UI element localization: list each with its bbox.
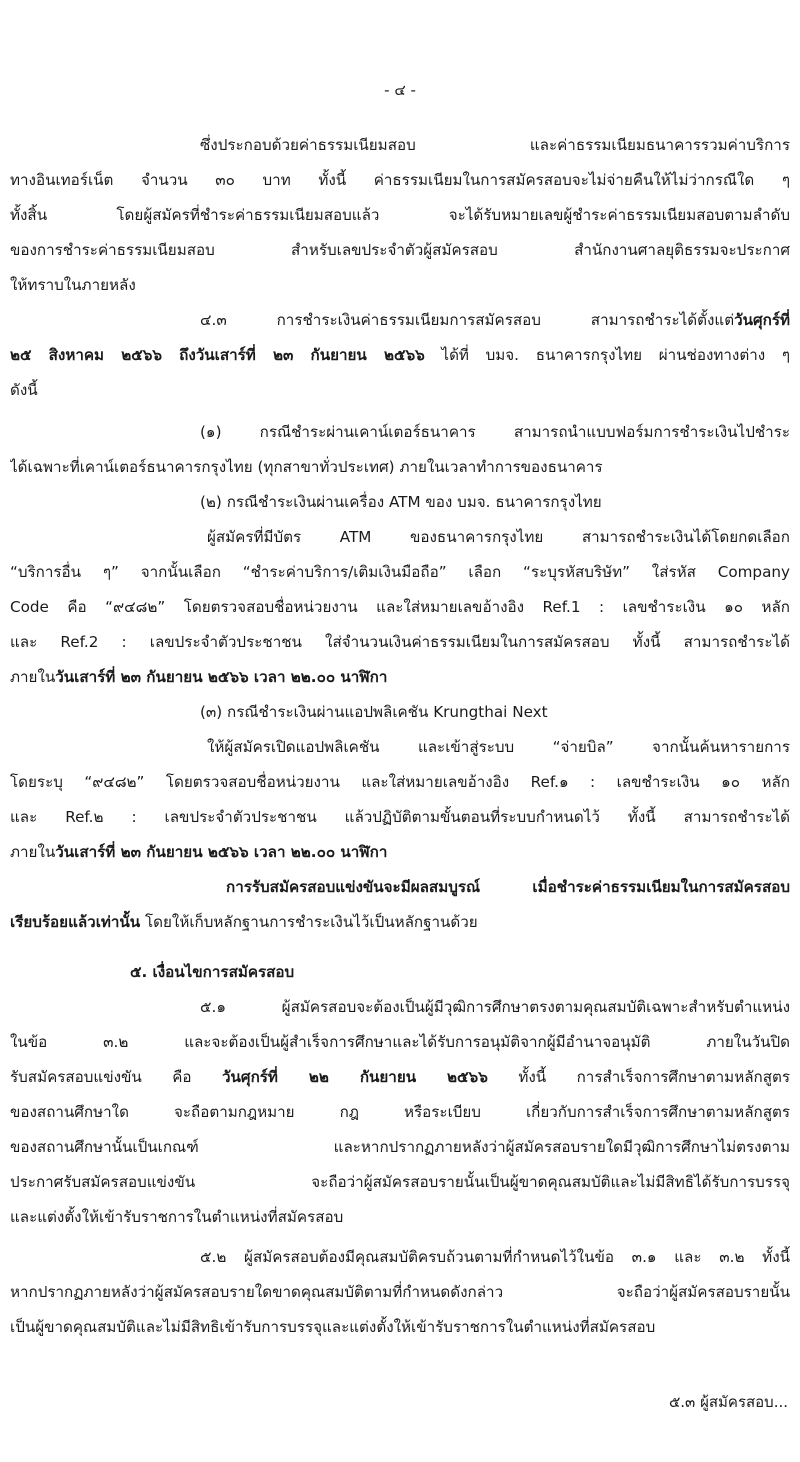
body-line: ผู้สมัครที่มีบัตร ATM ของธนาคารกรุงไทย สามารถชำระเงินได้โดยกดเลือก — [207, 528, 790, 546]
body-line: “บริการอื่น ๆ” จากนั้นเลือก “ชำระค่าบริการ/เติมเงินมือถือ” เลือก “ระบุรหัสบริษัท” ใส่รหัส Company — [10, 563, 790, 581]
body-line: การรับสมัครสอบแข่งขันจะมีผลสมบูรณ์ เมื่อชำระค่าธรรมเนียมในการสมัครสอบ — [226, 878, 790, 896]
body-line: (๑) กรณีชำระผ่านเคาน์เตอร์ธนาคาร สามารถนำแบบฟอร์มการชำระเงินไปชำระ — [200, 423, 790, 441]
body-line: ของการชำระค่าธรรมเนียมสอบ สำหรับเลขประจำตัวผู้สมัครสอบ สำนักงานศาลยุติธรรมจะประกาศ — [10, 241, 790, 259]
body-line: ทางอินเทอร์เน็ต จำนวน ๓๐ บาท ทั้งนี้ ค่าธรรมเนียมในการสมัครสอบจะไม่จ่ายคืนให้ไม่ว่ากรณีใด ๆ — [10, 171, 790, 189]
body-line: และแต่งตั้งให้เข้ารับราชการในตำแหน่งที่สมัครสอบ — [10, 1208, 344, 1226]
body-line: ได้เฉพาะที่เคาน์เตอร์ธนาคารกรุงไทย (ทุกสาขาทั่วประเทศ) ภายในเวลาทำการของธนาคาร — [10, 458, 603, 476]
body-line: ของสถานศึกษานั้นเป็นเกณฑ์ และหากปรากฏภายหลังว่าผู้สมัครสอบรายใดมีวุฒิการศึกษาไม่ตรงตาม — [10, 1138, 790, 1156]
body-line: และ Ref.2 : เลขประจำตัวประชาชน ใส่จำนวนเงินค่าธรรมเนียมในการสมัครสอบ ทั้งนี้ สามารถชำระได้ — [10, 633, 790, 651]
body-line: (๓) กรณีชำระเงินผ่านแอปพลิเคชัน Krungthai Next — [200, 703, 548, 721]
body-line: ๕.๑ ผู้สมัครสอบจะต้องเป็นผู้มีวุฒิการศึกษาตรงตามคุณสมบัติเฉพาะสำหรับตำแหน่ง — [200, 998, 790, 1016]
page-number: - ๔ - — [384, 81, 416, 99]
body-line: รับสมัครสอบแข่งขัน คือ วันศุกร์ที่ ๒๒ กันยายน ๒๕๖๖ ทั้งนี้ การสำเร็จการศึกษาตามหลักสูตร — [10, 1068, 790, 1086]
body-line: ภายในวันเสาร์ที่ ๒๓ กันยายน ๒๕๖๖ เวลา ๒๒.๐๐ นาฬิกา — [10, 668, 388, 686]
body-line: และ Ref.๒ : เลขประจำตัวประชาชน แล้วปฏิบัติตามขั้นตอนที่ระบบกำหนดไว้ ทั้งนี้ สามารถชำระได้ — [10, 808, 790, 826]
body-line: ทั้งสิ้น โดยผู้สมัครที่ชำระค่าธรรมเนียมสอบแล้ว จะได้รับหมายเลขผู้ชำระค่าธรรมเนียมสอบตามลำดับ — [10, 206, 790, 224]
body-line: ๕.๒ ผู้สมัครสอบต้องมีคุณสมบัติครบถ้วนตามที่กำหนดไว้ในข้อ ๓.๑ และ ๓.๒ ทั้งนี้ — [200, 1248, 790, 1266]
body-line: ภายในวันเสาร์ที่ ๒๓ กันยายน ๒๕๖๖ เวลา ๒๒.๐๐ นาฬิกา — [10, 843, 388, 861]
body-line: โดยระบุ “๙๔๘๒” โดยตรวจสอบชื่อหน่วยงาน และใส่หมายเลขอ้างอิง Ref.๑ : เลขชำระเงิน ๑๐ หลัก — [10, 773, 790, 791]
body-line: เป็นผู้ขาดคุณสมบัติและไม่มีสิทธิเข้ารับการบรรจุและแต่งตั้งให้เข้ารับราชการในตำแหน่งที่สมัครสอบ — [10, 1318, 656, 1336]
body-line: ซึ่งประกอบด้วยค่าธรรมเนียมสอบ และค่าธรรมเนียมธนาคารรวมค่าบริการ — [200, 136, 790, 154]
body-line: ให้ทราบในภายหลัง — [10, 276, 136, 294]
body-line: หากปรากฏภายหลังว่าผู้สมัครสอบรายใดขาดคุณสมบัติตามที่กำหนดดังกล่าว จะถือว่าผู้สมัครสอบรายนั้น — [10, 1283, 790, 1301]
body-line: ๒๕ สิงหาคม ๒๕๖๖ ถึงวันเสาร์ที่ ๒๓ กันยายน ๒๕๖๖ ได้ที่ บมจ. ธนาคารกรุงไทย ผ่านช่องทางต่าง ๆ — [10, 346, 790, 364]
body-line: เรียบร้อยแล้วเท่านั้น โดยให้เก็บหลักฐานการชำระเงินไว้เป็นหลักฐานด้วย — [10, 913, 478, 931]
body-line: ให้ผู้สมัครเปิดแอปพลิเคชัน และเข้าสู่ระบบ “จ่ายบิล” จากนั้นค้นหารายการ — [207, 738, 790, 756]
body-line: ในข้อ ๓.๒ และจะต้องเป็นผู้สำเร็จการศึกษาและได้รับการอนุมัติจากผู้มีอำนาจอนุมัติ ภายในวันปิด — [10, 1033, 790, 1051]
body-line: ประกาศรับสมัครสอบแข่งขัน จะถือว่าผู้สมัครสอบรายนั้นเป็นผู้ขาดคุณสมบัติและไม่มีสิทธิได้รับการบรรจุ — [10, 1173, 790, 1191]
body-line: Code คือ “๙๔๘๒” โดยตรวจสอบชื่อหน่วยงาน และใส่หมายเลขอ้างอิง Ref.1 : เลขชำระเงิน ๑๐ หลัก — [10, 598, 790, 616]
body-line: ๔.๓ การชำระเงินค่าธรรมเนียมการสมัครสอบ สามารถชำระได้ตั้งแต่วันศุกร์ที่ — [200, 311, 790, 329]
section-heading: ๕. เงื่อนไขการสมัครสอบ — [130, 963, 295, 981]
body-line: ดังนี้ — [10, 381, 38, 399]
body-line: (๒) กรณีชำระเงินผ่านเครื่อง ATM ของ บมจ. ธนาคารกรุงไทย — [200, 493, 602, 511]
continuation-footer: ๕.๓ ผู้สมัครสอบ... — [668, 1393, 788, 1411]
body-line: ของสถานศึกษาใด จะถือตามกฎหมาย กฎ หรือระเบียบ เกี่ยวกับการสำเร็จการศึกษาตามหลักสูตร — [10, 1103, 790, 1121]
